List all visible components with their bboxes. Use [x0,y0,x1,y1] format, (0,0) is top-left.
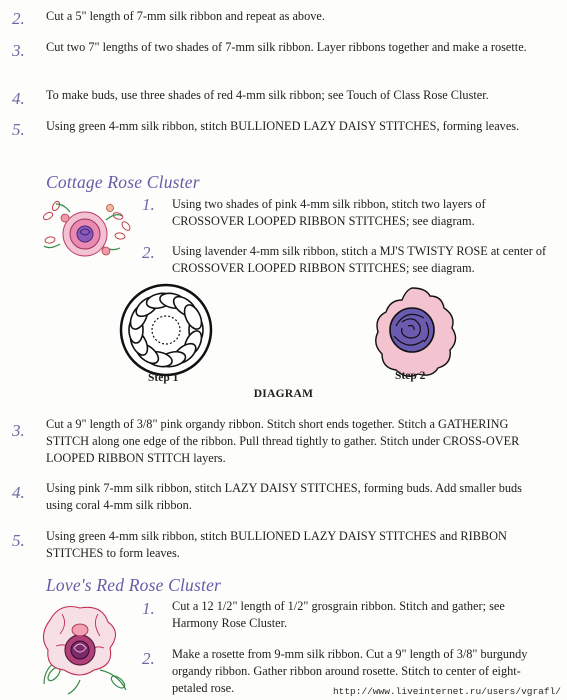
step-text: Make a rosette from 9-mm silk ribbon. Cut a 9" length of 3/8" burgundy organdy ribbon. Gather ribbon around rosette. Stitch to center of eight-petaled rose. [172,647,528,695]
step-text: Cut a 12 1/2" length of 1/2" grosgrain ribbon. Stitch and gather; see Harmony Rose Cluster. [172,599,505,630]
step-number: 2. [142,243,155,262]
cottage-rose-cluster-illustration [40,196,135,266]
section-heading-cottage: Cottage Rose Cluster [46,172,200,192]
twisty-rose-diagram [364,286,460,376]
step-text: Using green 4-mm silk ribbon, stitch BULLIONED LAZY DAISY STITCHES, forming leaves. [46,119,520,133]
step-text: Using lavender 4-mm silk ribbon, stitch a MJ'S TWISTY ROSE at center of CROSSOVER LOOPED RIBBON STITCHES; see diagram. [172,244,547,275]
diagram-title: DIAGRAM [253,388,314,400]
watermark-url: http://www.liveinternet.ru/users/vgrafl/ [332,686,561,697]
step-number: 4. [12,89,25,108]
step-text: Cut two 7" lengths of two shades of 7-mm silk ribbon. Layer ribbons together and make a rosette. [46,40,527,54]
section-heading-loves: Love's Red Rose Cluster [46,575,222,595]
step-text: Using green 4-mm silk ribbon, stitch BULLIONED LAZY DAISY STITCHES and RIBBON STITCHES to form leaves. [46,529,507,560]
crossover-looped-stitch-diagram [118,282,214,378]
step-number: 1. [142,195,155,214]
step-text: Using two shades of pink 4-mm silk ribbon, stitch two layers of CROSSOVER LOOPED RIBBON STITCHES; see diagram. [172,197,486,228]
step-text: Cut a 5" length of 7-mm silk ribbon and repeat as above. [46,9,325,23]
step-number: 4. [12,483,25,502]
step-number: 3. [12,421,25,440]
step-text: Cut a 9" length of 3/8" pink organdy ribbon. Stitch short ends together. Stitch a GATHERING STITCH along one edge of the ribbon. Pull thread tightly to gather. Stitch under CROSS-OVER LOOPED RIBBON STITCH layers. [46,417,520,465]
loves-red-rose-illustration [40,600,135,696]
step-text: Using pink 7-mm silk ribbon, stitch LAZY DAISY STITCHES, forming buds. Add smaller buds using coral 4-mm silk ribbon. [46,481,522,512]
step-number: 2. [12,9,25,28]
step-number: 3. [12,41,25,60]
diagram-step-2-caption: Step 2 [395,370,426,382]
step-number: 1. [142,599,155,618]
diagram-step-1-caption: Step 1 [148,372,179,384]
step-number: 5. [12,120,25,139]
step-text: To make buds, use three shades of red 4-mm silk ribbon; see Touch of Class Rose Cluster. [46,88,489,102]
step-number: 5. [12,531,25,550]
step-number: 2. [142,649,155,668]
